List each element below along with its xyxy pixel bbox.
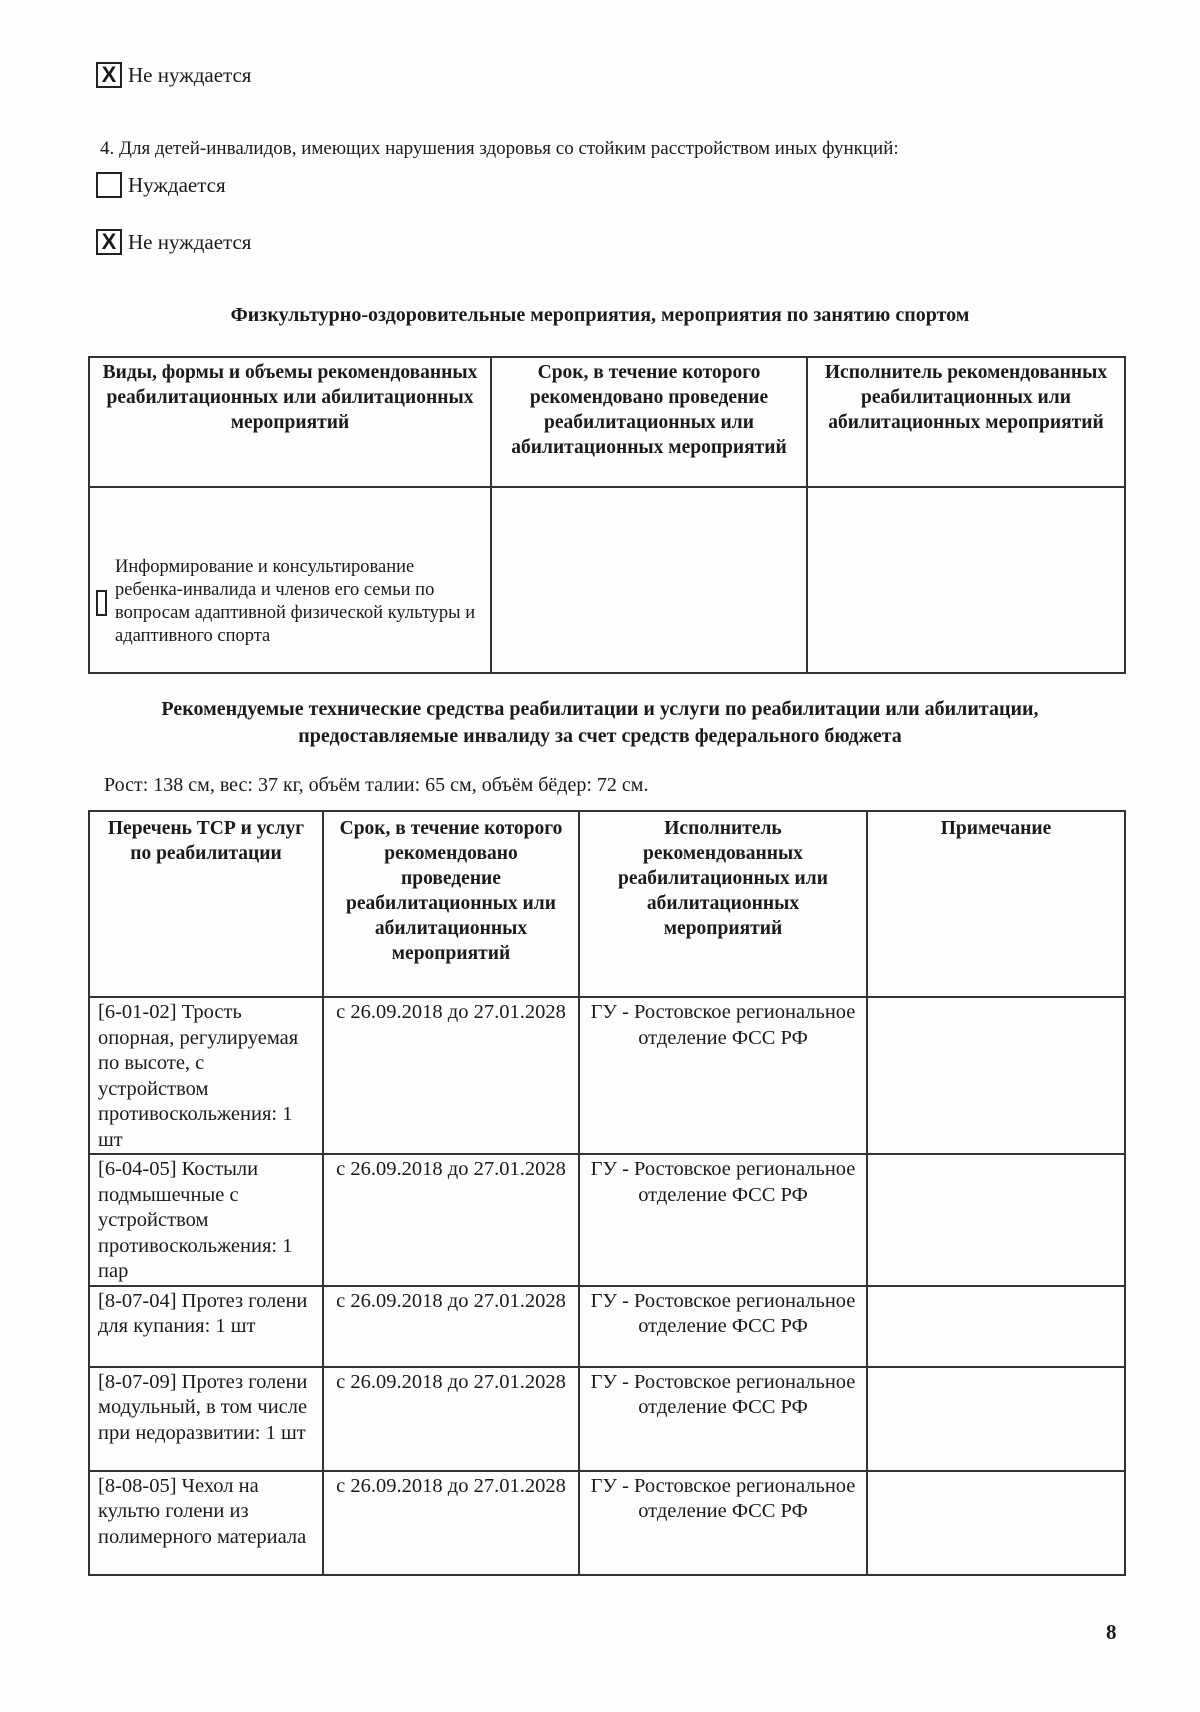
note-cell bbox=[867, 1367, 1125, 1471]
table-header-row bbox=[89, 357, 1125, 487]
table-row bbox=[89, 1367, 1125, 1471]
note-cell bbox=[867, 997, 1125, 1154]
option-label: Не нуждается bbox=[128, 62, 252, 87]
header-term: Срок, в течение которого рекомендовано проведение реабилитационных или абилитационных мероприятий bbox=[323, 811, 579, 997]
executor-cell: ГУ - Ростовское региональное отделение ФСС РФ bbox=[579, 1154, 867, 1286]
term-cell: с 26.09.2018 до 27.01.2028 bbox=[323, 997, 579, 1154]
note-cell bbox=[867, 1154, 1125, 1286]
header-term: Срок, в течение которого рекомендовано проведение реабилитационных или абилитационных мероприятий bbox=[491, 357, 807, 487]
header-executor: Исполнитель рекомендованных реабилитационных или абилитационных мероприятий bbox=[807, 357, 1125, 487]
term-cell bbox=[491, 487, 807, 673]
term-cell: с 26.09.2018 до 27.01.2028 bbox=[323, 1154, 579, 1286]
tsr-table bbox=[88, 810, 1126, 1576]
question-4-text: 4. Для детей-инвалидов, имеющих нарушения здоровья со стойким расстройством иных функций: bbox=[100, 138, 899, 159]
option-not-needed[interactable] bbox=[96, 229, 251, 255]
checkbox-empty[interactable] bbox=[96, 172, 122, 198]
term-cell: с 26.09.2018 до 27.01.2028 bbox=[323, 1286, 579, 1367]
option-needed[interactable] bbox=[96, 172, 226, 198]
term-cell: с 26.09.2018 до 27.01.2028 bbox=[323, 1471, 579, 1575]
executor-cell: ГУ - Ростовское региональное отделение ФСС РФ bbox=[579, 1367, 867, 1471]
header-tsr-list: Перечень ТСР и услуг по реабилитации bbox=[89, 811, 323, 997]
table-row bbox=[89, 1471, 1125, 1575]
term-cell: с 26.09.2018 до 27.01.2028 bbox=[323, 1367, 579, 1471]
note-cell bbox=[867, 1286, 1125, 1367]
executor-cell: ГУ - Ростовское региональное отделение ФСС РФ bbox=[579, 997, 867, 1154]
checkbox-checked[interactable]: X bbox=[96, 62, 122, 88]
table-row bbox=[89, 997, 1125, 1154]
sport-section-title: Физкультурно-оздоровительные мероприятия, мероприятия по занятию спортом bbox=[230, 304, 970, 326]
table-row bbox=[89, 487, 1125, 673]
option-label: Нуждается bbox=[128, 172, 226, 197]
header-executor: Исполнитель рекомендованных реабилитационных или абилитационных мероприятий bbox=[579, 811, 867, 997]
option-not-needed-prev[interactable] bbox=[96, 62, 251, 88]
executor-cell: ГУ - Ростовское региональное отделение ФСС РФ bbox=[579, 1471, 867, 1575]
item-cell: [6-01-02] Трость опорная, регулируемая по высоте, с устройством противоскольжения: 1 шт bbox=[89, 997, 323, 1154]
table-header-row bbox=[89, 811, 1125, 997]
page-number: 8 bbox=[1106, 1620, 1117, 1644]
item-cell: [8-07-04] Протез голени для купания: 1 шт bbox=[89, 1286, 323, 1367]
item-cell: [6-04-05] Костыли подмышечные с устройством противоскольжения: 1 пар bbox=[89, 1154, 323, 1286]
option-label: Не нуждается bbox=[128, 229, 252, 254]
tsr-section-title: Рекомендуемые технические средства реабилитации и услуги по реабилитации или абилитации, предоставляемые инвалиду за счет средств федерального бюджета bbox=[161, 698, 1039, 747]
sport-activities-table bbox=[88, 356, 1126, 674]
executor-cell bbox=[807, 487, 1125, 673]
table-row bbox=[89, 1286, 1125, 1367]
table-row bbox=[89, 1154, 1125, 1286]
checkbox-empty[interactable] bbox=[96, 590, 107, 616]
header-activity-types: Виды, формы и объемы рекомендованных реабилитационных или абилитационных мероприятий bbox=[89, 357, 491, 487]
checkbox-checked[interactable]: X bbox=[96, 229, 122, 255]
item-cell: [8-07-09] Протез голени модульный, в том числе при недоразвитии: 1 шт bbox=[89, 1367, 323, 1471]
activity-cell bbox=[89, 487, 491, 673]
header-note: Примечание bbox=[867, 811, 1125, 997]
measurements-text: Рост: 138 см, вес: 37 кг, объём талии: 65 см, объём бёдер: 72 см. bbox=[104, 774, 649, 796]
item-cell: [8-08-05] Чехол на культю голени из полимерного материала bbox=[89, 1471, 323, 1575]
activity-text: Информирование и консультирование ребенка-инвалида и членов его семьи по вопросам адаптивной физической культуры и адаптивного спорта bbox=[115, 557, 476, 646]
note-cell bbox=[867, 1471, 1125, 1575]
executor-cell: ГУ - Ростовское региональное отделение ФСС РФ bbox=[579, 1286, 867, 1367]
